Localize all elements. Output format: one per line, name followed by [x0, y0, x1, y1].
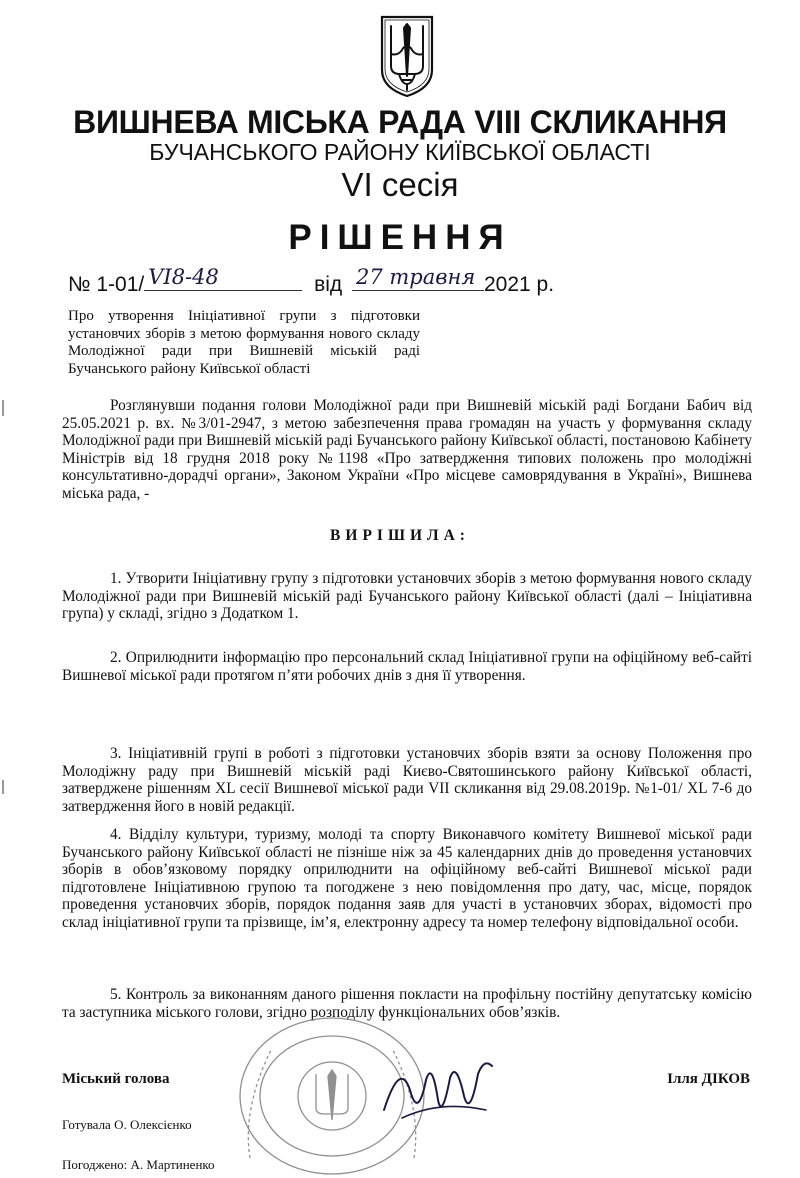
signatory-role: Міський голова	[62, 1071, 170, 1087]
agreed-with: Погоджено: А. Мартиненко	[62, 1157, 215, 1172]
resolution-item-text: 5. Контроль за виконанням даного рішення покласти на профільну постійну депутатську комісію та заступника міського голови, згідно розподілу функціональних обов’язків.	[62, 986, 752, 1021]
date-field	[352, 265, 484, 291]
session-label: VI сесія	[341, 166, 459, 203]
preamble	[62, 397, 752, 502]
council-name: ВИШНЕВА МІСЬКА РАДА VIII СКЛИКАННЯ	[73, 104, 727, 140]
document-title: РІШЕННЯ	[288, 218, 512, 257]
scan-artifact	[2, 780, 4, 794]
date-label: від	[314, 273, 343, 296]
decision-number-line	[68, 265, 555, 297]
district-name: БУЧАНСЬКОГО РАЙОНУ КИЇВСЬКОЇ ОБЛАСТІ	[149, 139, 651, 165]
prepared-by: Готувала О. Олексієнко	[62, 1117, 192, 1132]
decision-subject: Про утворення Ініціативної групи з підготовки установчих зборів з метою формування нового складу Молодіжної ради при Вишневій міській раді Бучанського району Київської області	[68, 308, 420, 377]
preamble-text: Розглянувши подання голови Молодіжної ради при Вишневій міській раді Богдани Бабич від 25.05.2021 р. вх. №3/01-2947, з метою забезпечення права громадян на участь у формування складу Молодіжної ради при Вишневій міській раді Бучанського району Київської області, постановою Кабінету Міністрів від 18 грудня 2018 року №1198 «Про затвердження типових положень про молодіжні консультативно-дорадчі органи», Законом України «Про місцеве самоврядування в Україні», Вишнева міська рада, -	[62, 397, 752, 502]
handwritten-number: VI8-48	[148, 265, 219, 289]
resolution-item-text: 2. Оприлюднити інформацію про персональний склад Ініціативної групи на офіційному веб-сайті Вишневої міської ради протягом п’яти робочих днів з дня її утворення.	[62, 649, 752, 684]
handwritten-date: 27 травня	[356, 265, 476, 289]
year-suffix: 2021 р.	[484, 273, 555, 296]
coat-of-arms-icon	[378, 14, 436, 98]
resolution-item-text: 3. Ініціативній групі в роботі з підготовки установчих зборів взяти за основу Положення про Молодіжну раду при Вишневій міській раді Києво-Святошинського району Київської області, затверджене рішенням XL сесії Вишневої міської ради VII скликання від 29.08.2019р. №1-01/ XL 7-6 до затвердження його в новій редакції.	[62, 745, 752, 815]
resolved-heading: ВИРІШИЛА:	[330, 527, 470, 544]
resolution-item-text: 4. Відділу культури, туризму, молоді та спорту Виконавчого комітету Вишневої міської ради Бучанського району Київської області не пізніше ніж за 45 календарних днів до проведення установчих зборів в обов’язковому порядку оприлюднити на офіційному веб-сайті Вишневої міської ради підготовлене Ініціативною групою та погоджене з нею повідомлення про дату, час, місце, порядок проведення установчих зборів, порядок подання заяв для участі в установчих зборах, відомості про склад ініціативної групи та прізвище, ім’я, електронну адресу та номер телефону відповідальної особи.	[62, 826, 752, 931]
resolution-item	[62, 570, 752, 623]
number-field	[144, 265, 302, 291]
signature-icon	[380, 1040, 500, 1130]
signatory-name: Ілля ДІКОВ	[667, 1071, 750, 1087]
resolution-item	[62, 649, 752, 684]
resolution-item	[62, 826, 752, 931]
resolution-item	[62, 745, 752, 815]
number-prefix: № 1-01/	[68, 273, 145, 296]
scan-artifact	[2, 400, 4, 416]
resolution-item-text: 1. Утворити Ініціативну групу з підготовки установчих зборів з метою формування нового складу Молодіжної ради при Вишневій міській раді Бучанського району Київської області (далі – Ініціативна група) у складі, згідно з Додатком 1.	[62, 570, 752, 622]
